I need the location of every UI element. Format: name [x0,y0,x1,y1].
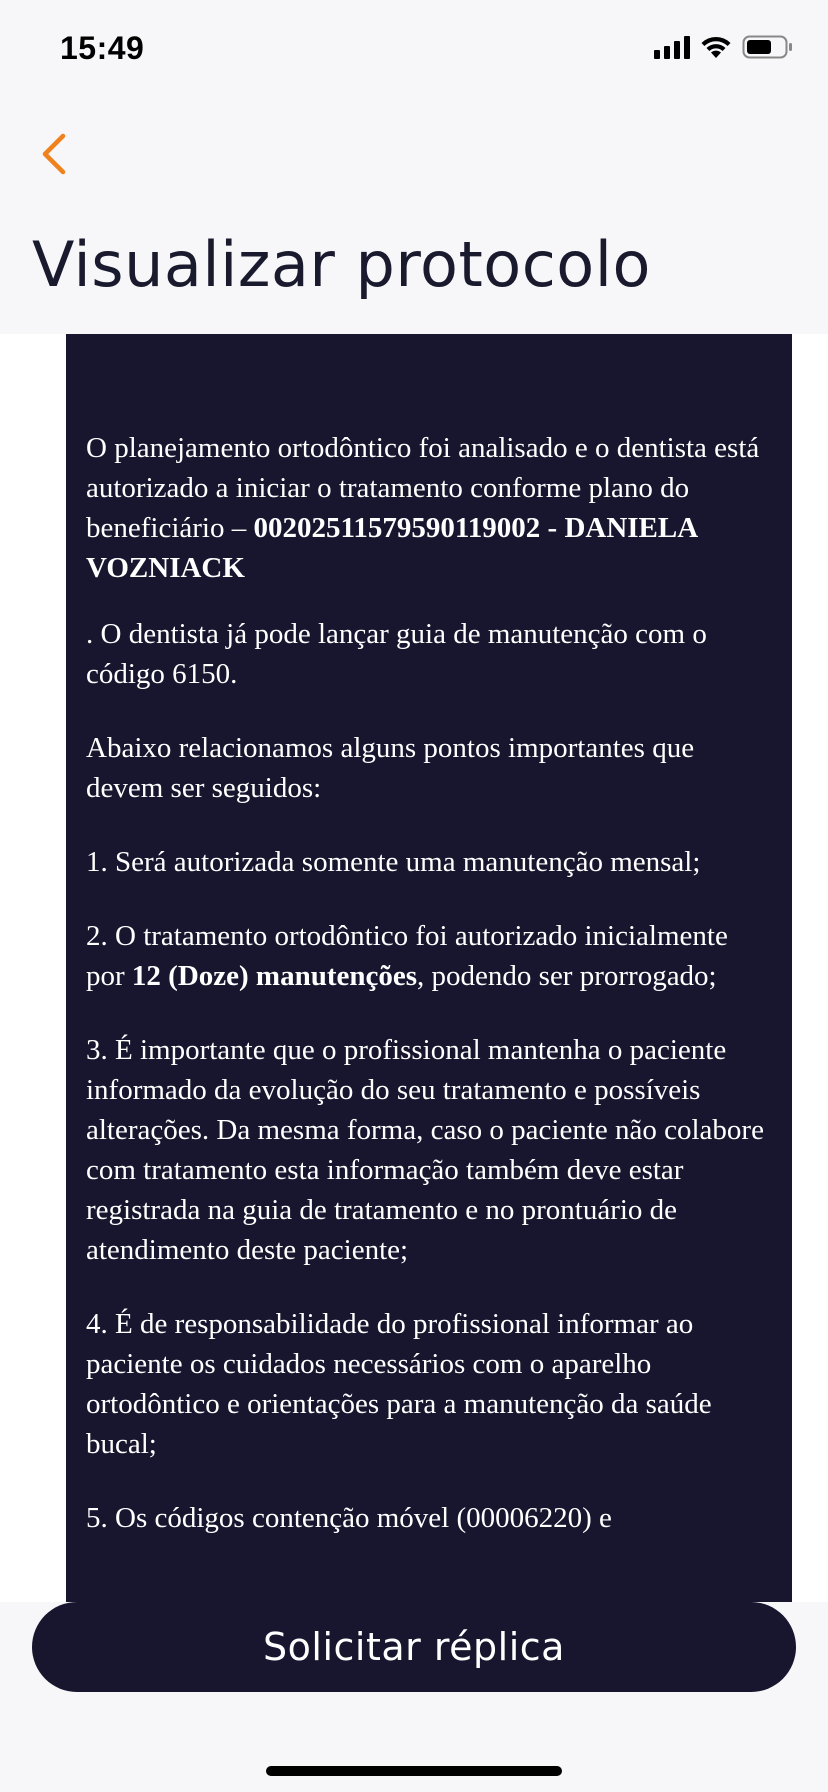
document-intro [86,428,772,588]
maintenance-code-text: . O dentista já pode lançar guia de manutenção com o código 6150. [86,618,707,690]
protocol-document [66,334,792,1602]
home-indicator[interactable] [266,1766,562,1776]
status-icons [654,34,794,60]
battery-icon [742,34,794,60]
list-item-4: 4. É de responsabilidade do profissional informar ao paciente os cuidados necessários com o aparelho ortodôntico e orientações para a manutenção da saúde bucal; [86,1308,712,1460]
intro-text: O planejamento ortodôntico foi analisado e o dentista está autorizado a iniciar o tratamento conforme plano do beneficiário – [86,432,760,544]
cellular-signal-icon [654,35,690,59]
chevron-left-icon [39,132,69,176]
list-item-5: 5. Os códigos contenção móvel (00006220) e [86,1502,612,1534]
page-title: Visualizar protocolo [32,228,651,301]
status-time: 15:49 [60,30,145,66]
status-bar [0,0,828,100]
beneficiary-id: 00202511579590119002 - DANIELA VOZNIACK [86,512,697,584]
item2-bold: 12 (Doze) manutenções [131,960,418,992]
list-item-3: 3. É importante que o profissional mantenha o paciente informado da evolução do seu tratamento e possíveis alterações. Da mesma forma, caso o paciente não colabore com tratamento esta informação também deve estar registrada na guia de tratamento e no prontuário de atendimento deste paciente; [86,1034,764,1266]
request-replica-button[interactable]: Solicitar réplica [32,1602,796,1692]
item2-suffix: , podendo ser prorrogado; [417,960,717,992]
protocol-viewer[interactable] [0,334,828,1602]
back-button[interactable] [26,126,82,182]
list-item-1: 1. Será autorizada somente uma manutenção mensal; [86,846,701,878]
list-item-2 [86,916,772,996]
points-intro: Abaixo relacionamos alguns pontos importantes que devem ser seguidos: [86,732,695,804]
wifi-icon [700,35,732,59]
item2-prefix: 2. O tratamento ortodôntico foi autorizado inicialmente por [86,920,728,992]
